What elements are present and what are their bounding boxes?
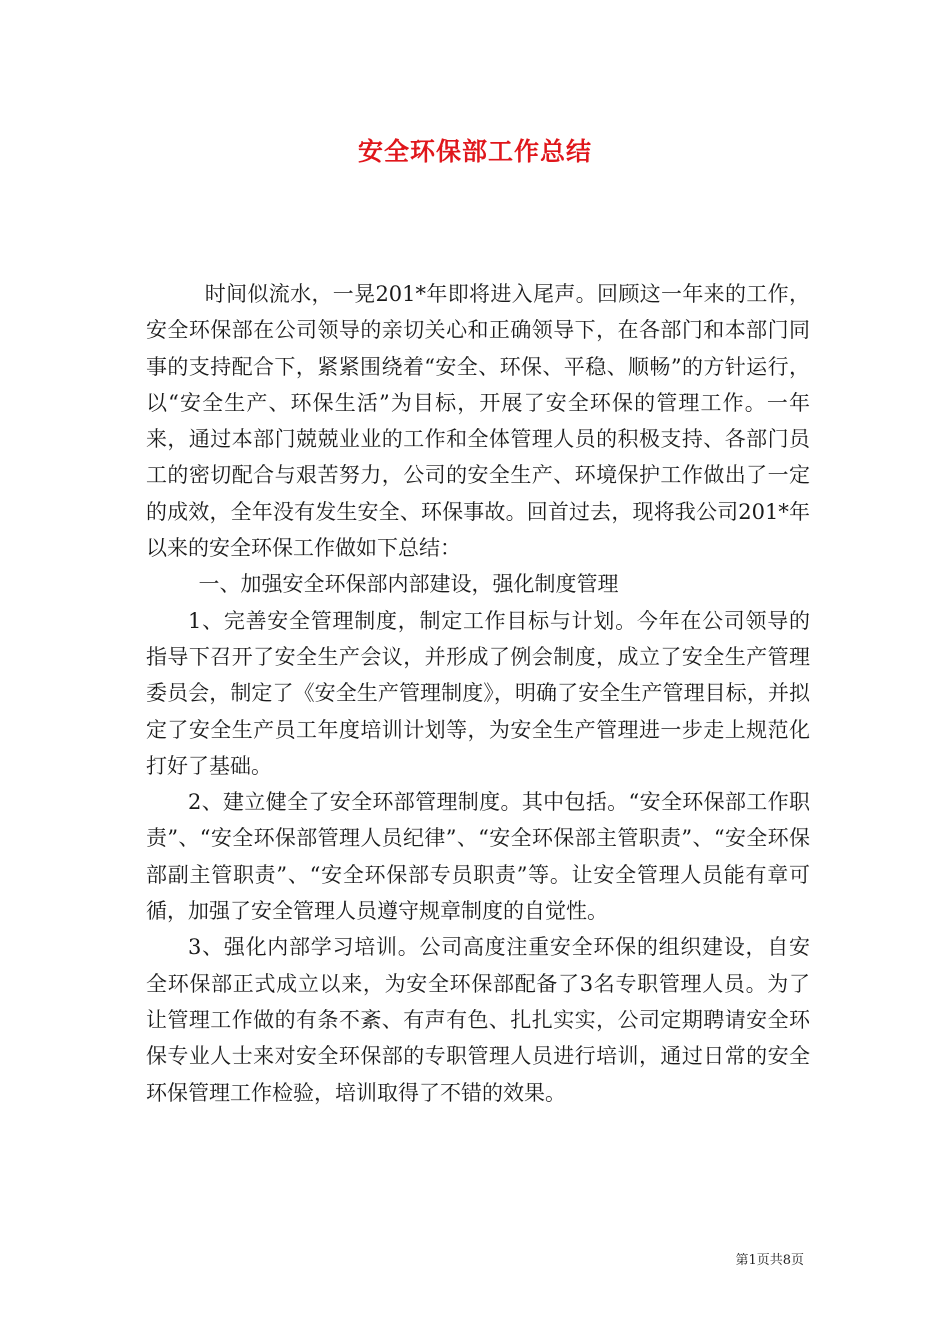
- document-title: 安全环保部工作总结: [357, 137, 592, 166]
- section-heading: 一、加强安全环保部内部建设，强化制度管理: [198, 572, 619, 597]
- body-paragraph: 2、建立健全了安全环部管理制度。其中包括。“安全环保部工作职责”、“安全环保部管理人员纪律”、“安全环保部主管职责”、“安全环保部副主管职责”、“安全环保部专员职责”等。让安全管理人员能有章可循，加强了安全管理人员遵守规章制度的自觉性。: [146, 790, 810, 924]
- body-paragraph: 3、强化内部学习培训。公司高度注重安全环保的组织建设，自安全环保部正式成立以来，为安全环保部配备了3名专职管理人员。为了让管理工作做的有条不紊、有声有色、扎扎实实，公司定期聘请安全环保专业人士来对安全环保部的专职管理人员进行培训，通过日常的安全环保管理工作检验，培训取得了不错的效果。: [146, 935, 810, 1105]
- body-paragraph: 1、完善安全管理制度，制定工作目标与计划。今年在公司领导的指导下召开了安全生产会议，并形成了例会制度，成立了安全生产管理委员会，制定了《安全生产管理制度》，明确了安全生产管理目标，并拟定了安全生产员工年度培训计划等，为安全生产管理进一步走上规范化打好了基础。: [146, 608, 810, 778]
- intro-paragraph: 时间似流水，一晃201*年即将进入尾声。回顾这一年来的工作，安全环保部在公司领导的亲切关心和正确领导下，在各部门和本部门同事的支持配合下，紧紧围绕着“安全、环保、平稳、顺畅”的方针运行，以“安全生产、环保生活”为目标，开展了安全环保的管理工作。一年来，通过本部门兢兢业业的工作和全体管理人员的积极支持、各部门员工的密切配合与艰苦努力，公司的安全生产、环境保护工作做出了一定的成效，全年没有发生安全、环保事故。回首过去，现将我公司201*年以来的安全环保工作做如下总结：: [146, 282, 810, 561]
- document-body: [146, 276, 810, 1111]
- page-number: 第1页共8页: [735, 1253, 804, 1268]
